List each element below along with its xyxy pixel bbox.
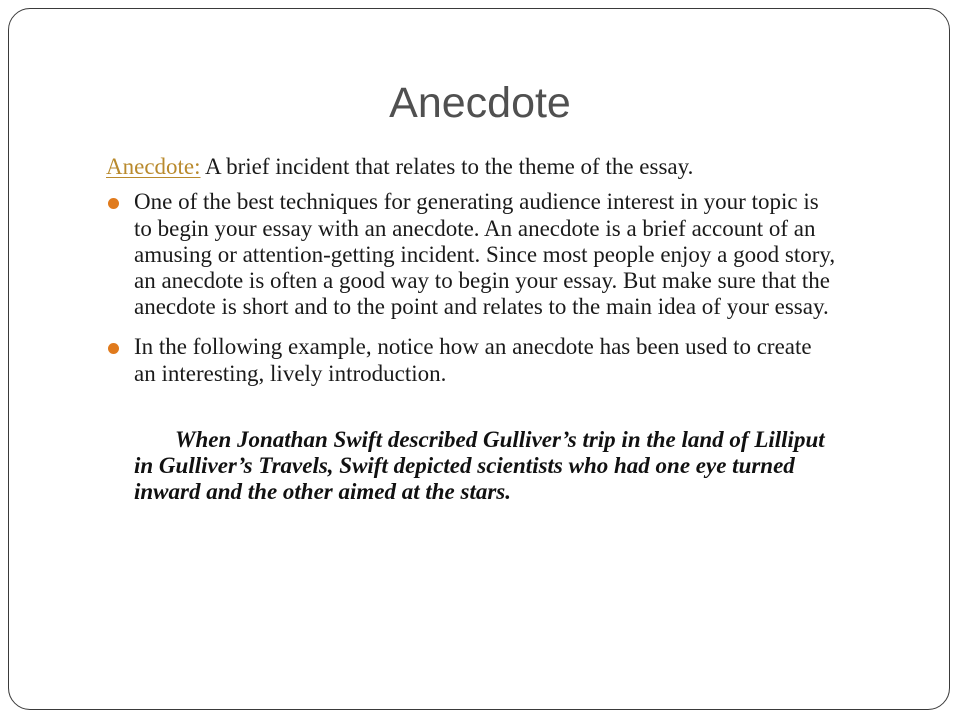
definition-text: A brief incident that relates to the theme of the essay. xyxy=(200,154,694,179)
anecdote-link[interactable]: Anecdote: xyxy=(106,154,201,179)
bullet-list xyxy=(106,189,836,387)
bullet-text: One of the best techniques for generating audience interest in your topic is to begin your essay with an anecdote. An anecdote is a brief account of an amusing or attention-getting incident. Since most people enjoy a good story, an anecdote is often a good way to begin your essay. But make sure that the anecdote is short and to the point and relates to the main idea of your essay. xyxy=(134,189,836,320)
example-quote: When Jonathan Swift described Gulliver’s trip in the land of Lilliput in Gulliver’s Travels, Swift depicted scientists who had one eye turned inward and the other aimed at the stars. xyxy=(134,426,825,504)
definition-line xyxy=(106,150,836,183)
bullet-item xyxy=(106,334,836,386)
bullet-item xyxy=(106,189,836,320)
bullet-icon xyxy=(108,198,119,209)
slide-title: Anecdote xyxy=(389,79,571,127)
bullet-icon xyxy=(108,343,119,354)
bullet-text: In the following example, notice how an anecdote has been used to create an interesting, lively introduction. xyxy=(134,334,812,386)
slide-content xyxy=(106,150,836,505)
